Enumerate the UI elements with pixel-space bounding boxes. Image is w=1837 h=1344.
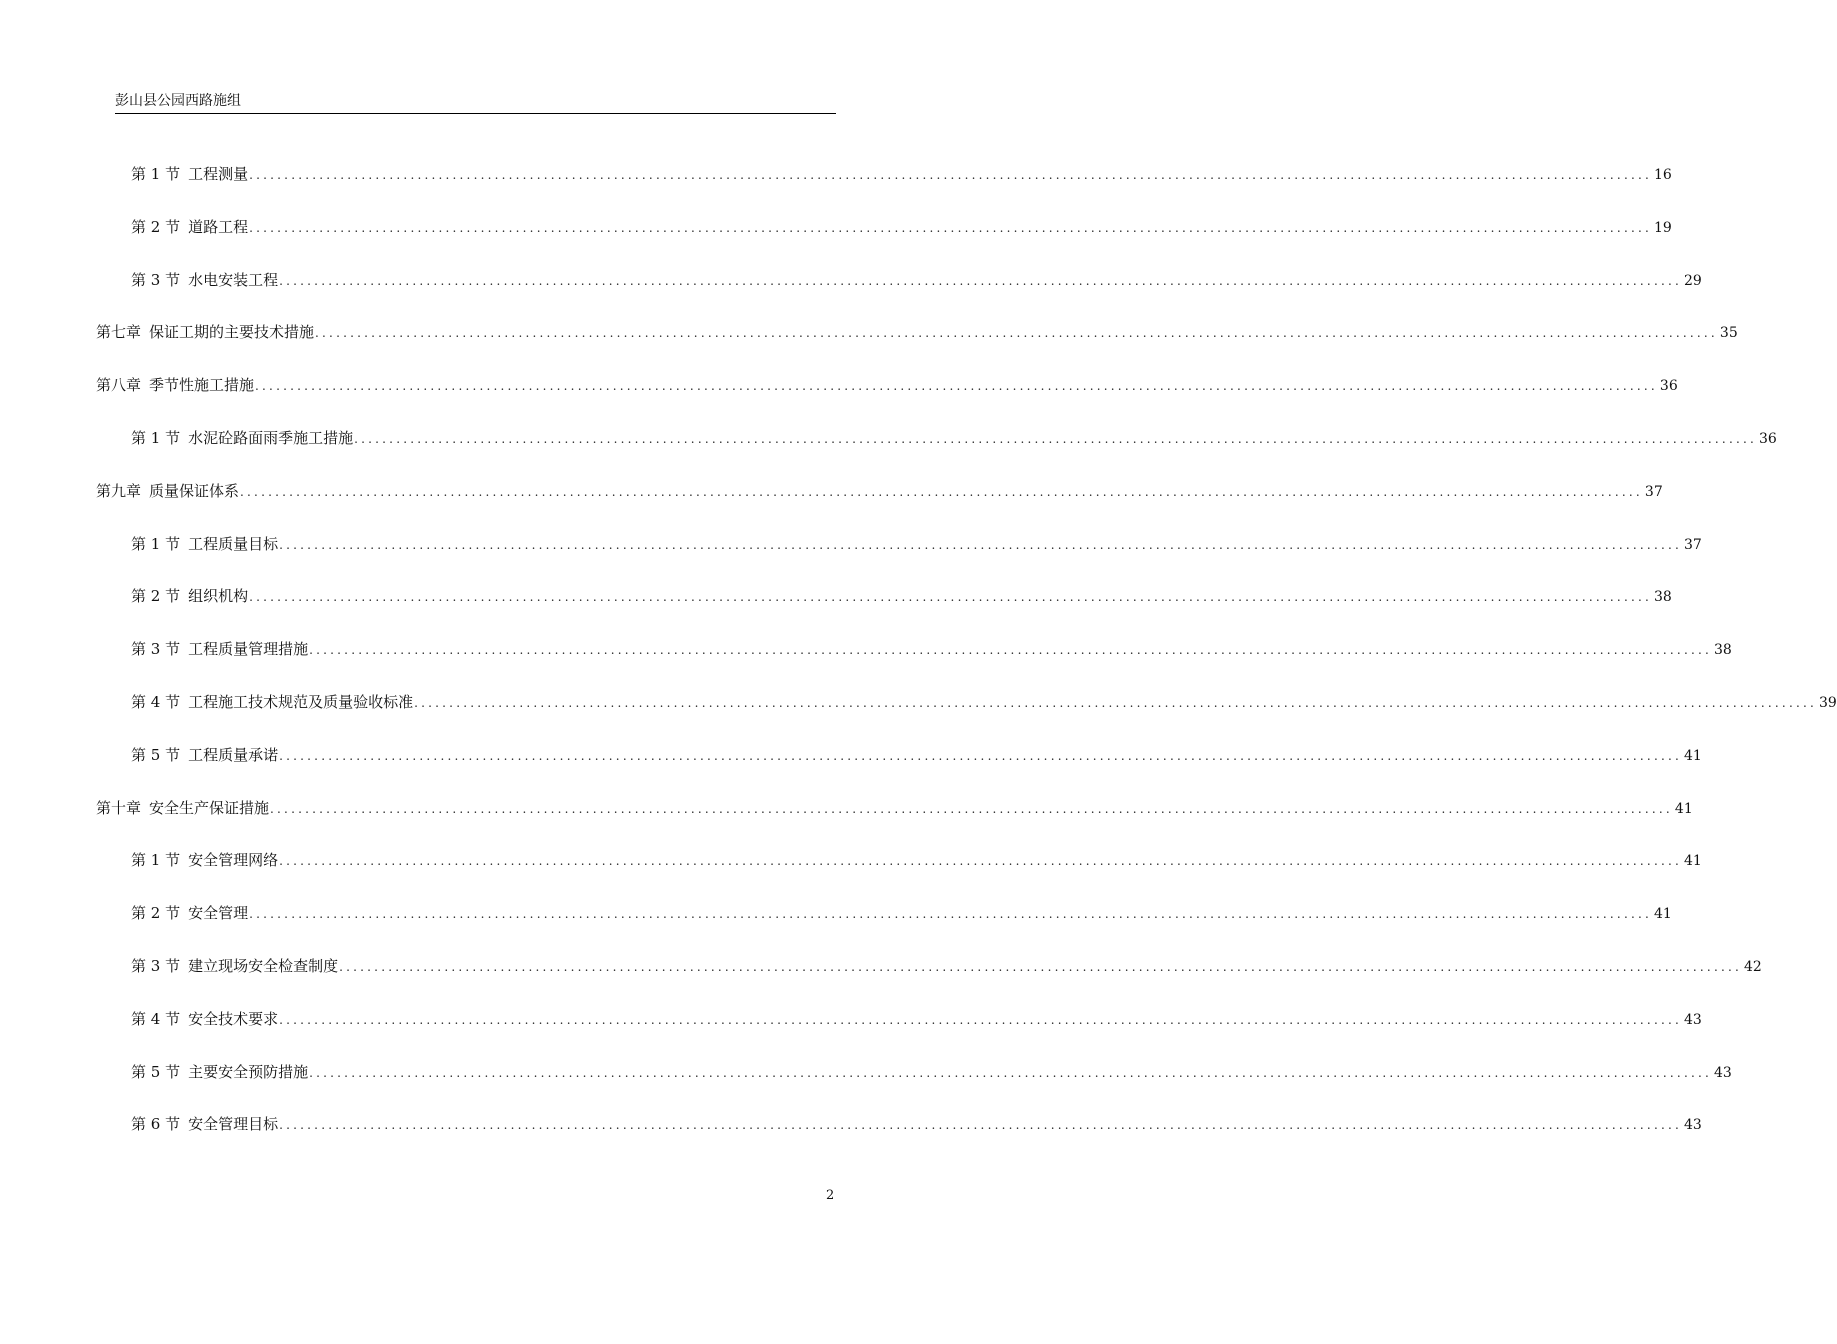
toc-dot-leader: ........................................................................................................................................................................................................	[255, 379, 1658, 394]
toc-entry-number: 第 5 节	[131, 745, 181, 764]
toc-entry[interactable]	[131, 1060, 1732, 1084]
toc-entry-number: 第 1 节	[131, 429, 181, 447]
toc-entry-page: 35	[1719, 325, 1738, 342]
toc-entry-page: 43	[1684, 1117, 1702, 1134]
toc-dot-leader: ........................................................................................................................................................................................................	[270, 801, 1673, 816]
toc-entry-number: 第八章	[96, 376, 142, 395]
toc-entry-title: 工程质量管理措施	[188, 640, 309, 659]
toc-entry-title: 水电安装工程	[188, 270, 279, 289]
toc-entry-title: 安全技术要求	[188, 1009, 279, 1028]
toc-entry[interactable]	[131, 637, 1732, 661]
toc-entry[interactable]	[131, 1112, 1702, 1136]
toc-entry[interactable]	[96, 320, 1738, 344]
toc-entry[interactable]	[131, 162, 1672, 186]
toc-entry-page: 38	[1654, 589, 1672, 606]
toc-dot-leader: ........................................................................................................................................................................................................	[414, 696, 1817, 710]
toc-entry-title: 工程质量目标	[188, 534, 279, 553]
toc-entry-page: 36	[1759, 431, 1777, 447]
toc-entry-page: 36	[1659, 378, 1678, 395]
toc-entry-title: 工程施工技术规范及质量验收标准	[188, 693, 414, 711]
toc-entry-number: 第 4 节	[131, 693, 181, 711]
toc-entry-number: 第 1 节	[131, 534, 181, 553]
toc-entry[interactable]	[131, 848, 1702, 872]
toc-entry-page: 38	[1714, 642, 1732, 659]
toc-entry[interactable]	[131, 215, 1672, 239]
toc-entry[interactable]	[131, 426, 1777, 450]
toc-entry-title: 道路工程	[188, 217, 249, 236]
toc-entry-title: 工程质量承诺	[188, 745, 279, 764]
toc-entry-title: 季节性施工措施	[149, 376, 255, 395]
toc-entry-title: 主要安全预防措施	[188, 1062, 309, 1081]
toc-entry[interactable]	[96, 796, 1693, 820]
toc-entry-page: 37	[1684, 536, 1702, 553]
toc-dot-leader: ........................................................................................................................................................................................................	[354, 432, 1757, 446]
toc-entry-title: 质量保证体系	[149, 481, 240, 500]
toc-entry-number: 第 5 节	[131, 1062, 181, 1081]
toc-dot-leader: ........................................................................................................................................................................................................	[240, 484, 1643, 499]
toc-entry-number: 第 2 节	[131, 904, 181, 923]
toc-dot-leader: ........................................................................................................................................................................................................	[279, 854, 1682, 869]
header-title: 彭山县公园西路施组	[115, 93, 241, 109]
toc-entry-title: 工程测量	[188, 165, 249, 183]
toc-dot-leader: ........................................................................................................................................................................................................	[249, 590, 1652, 605]
toc-entry-page: 42	[1744, 959, 1762, 975]
toc-entry-page: 41	[1654, 906, 1672, 923]
toc-entry-number: 第 4 节	[131, 1009, 181, 1028]
toc-entry[interactable]	[131, 743, 1702, 767]
toc-entry-number: 第 6 节	[131, 1115, 181, 1134]
toc-dot-leader: ........................................................................................................................................................................................................	[339, 960, 1742, 974]
toc-entry-page: 41	[1684, 853, 1702, 870]
toc-entry[interactable]	[96, 479, 1663, 503]
toc-entry-page: 43	[1684, 1011, 1702, 1028]
toc-entry[interactable]	[131, 1007, 1702, 1031]
toc-dot-leader: ........................................................................................................................................................................................................	[279, 273, 1682, 288]
toc-dot-leader: ........................................................................................................................................................................................................	[315, 326, 1718, 341]
toc-entry[interactable]	[131, 584, 1672, 608]
toc-entry-title: 水泥砼路面雨季施工措施	[188, 429, 354, 447]
toc-dot-leader: ........................................................................................................................................................................................................	[279, 748, 1682, 763]
toc-dot-leader: ........................................................................................................................................................................................................	[249, 907, 1652, 922]
toc-entry-number: 第 2 节	[131, 217, 181, 236]
toc-dot-leader: ........................................................................................................................................................................................................	[249, 220, 1652, 235]
toc-entry[interactable]	[131, 954, 1762, 978]
toc-entry-number: 第七章	[96, 323, 142, 342]
toc-entry-number: 第 3 节	[131, 957, 181, 975]
toc-entry-title: 保证工期的主要技术措施	[149, 323, 315, 342]
toc-entry-page: 19	[1654, 219, 1672, 236]
toc-dot-leader: ........................................................................................................................................................................................................	[279, 1012, 1682, 1027]
toc-entry-number: 第九章	[96, 481, 142, 500]
toc-dot-leader: ........................................................................................................................................................................................................	[279, 537, 1682, 552]
toc-entry-page: 37	[1644, 483, 1663, 500]
toc-dot-leader: ........................................................................................................................................................................................................	[279, 1118, 1682, 1133]
toc-entry-title: 安全生产保证措施	[149, 798, 270, 817]
toc-entry[interactable]	[131, 901, 1672, 925]
toc-entry-page: 41	[1674, 800, 1693, 817]
toc-entry-number: 第 2 节	[131, 587, 181, 606]
toc-entry-page: 16	[1654, 167, 1672, 183]
toc-entry-title: 安全管理网络	[188, 851, 279, 870]
toc-entry-title: 安全管理	[188, 904, 249, 923]
toc-dot-leader: ........................................................................................................................................................................................................	[309, 643, 1712, 658]
toc-entry[interactable]	[131, 268, 1702, 292]
toc-entry[interactable]	[131, 532, 1702, 556]
toc-dot-leader: ........................................................................................................................................................................................................	[309, 1065, 1712, 1080]
page-number: 2	[826, 1188, 835, 1203]
toc-entry-number: 第 1 节	[131, 165, 181, 183]
toc-entry[interactable]	[96, 373, 1678, 397]
toc-entry-title: 建立现场安全检查制度	[188, 957, 339, 975]
toc-entry-page: 29	[1684, 272, 1702, 289]
toc-entry-number: 第 1 节	[131, 851, 181, 870]
toc-entry-number: 第 3 节	[131, 640, 181, 659]
toc-entry-number: 第十章	[96, 798, 142, 817]
toc-entry-page: 41	[1684, 747, 1702, 764]
toc-entry[interactable]	[131, 690, 1837, 714]
toc-entry-page: 39	[1819, 695, 1837, 711]
page-header	[115, 92, 836, 114]
toc-entry-title: 安全管理目标	[188, 1115, 279, 1134]
toc-entry-page: 43	[1714, 1064, 1732, 1081]
toc-dot-leader: ........................................................................................................................................................................................................	[249, 168, 1652, 182]
toc-entry-title: 组织机构	[188, 587, 249, 606]
toc-entry-number: 第 3 节	[131, 270, 181, 289]
